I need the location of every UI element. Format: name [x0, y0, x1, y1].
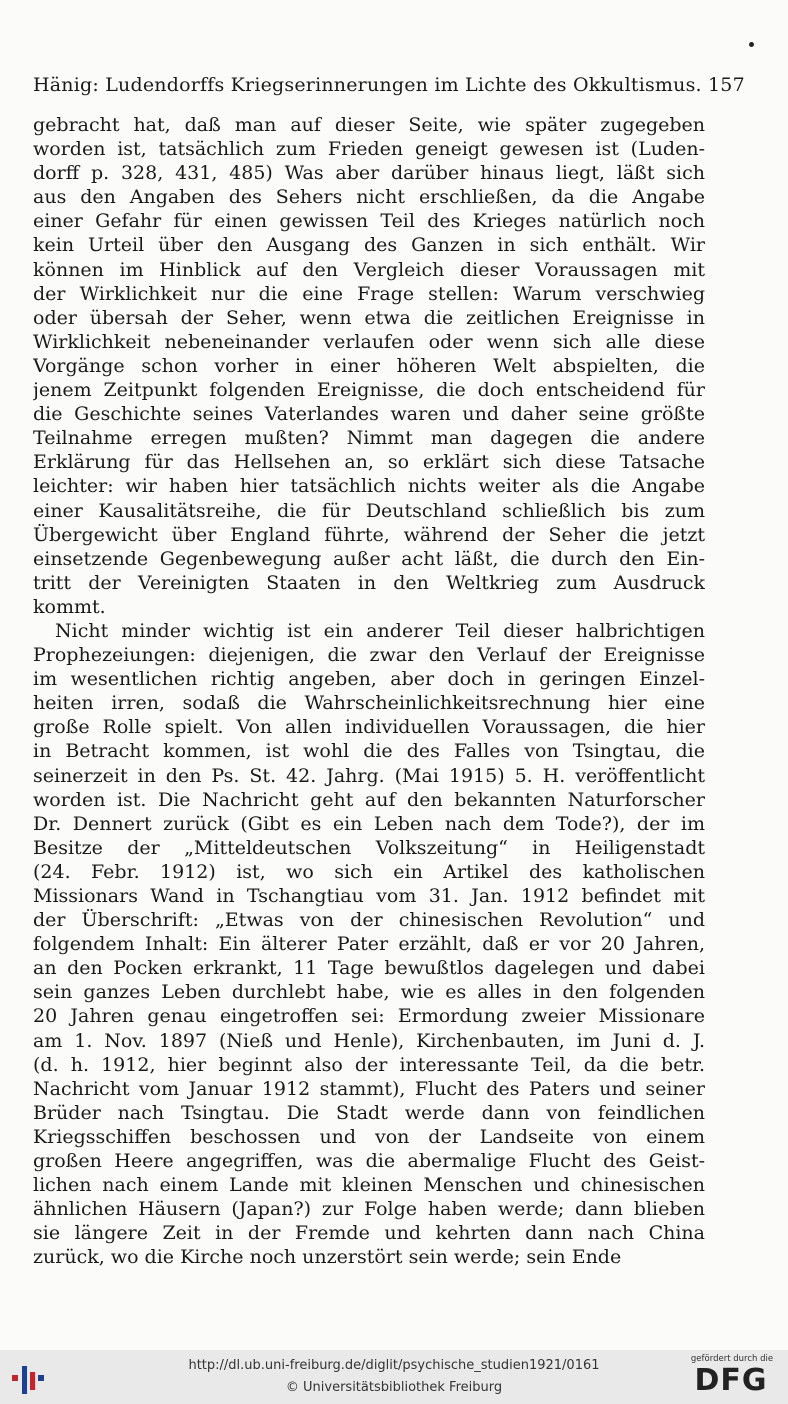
dfg-caption: gefördert durch die [690, 1354, 774, 1364]
dfg-logo [684, 1354, 780, 1400]
text-line: der Überschrift: „Etwas von der chinesischen Revolution“ und [33, 909, 705, 932]
text-line: einsetzende Gegenbewegung außer acht läßt, die durch den Ein- [33, 547, 705, 570]
text-line: ähnlichen Häusern (Japan?) zur Folge haben werde; dann blieben [33, 1198, 705, 1221]
text-line: zurück, wo die Kirche noch unzerstört sein werde; sein Ende [33, 1246, 622, 1269]
text-line: sie längere Zeit in der Fremde und kehrten dann nach China [33, 1222, 705, 1245]
text-line: Missionars Wand in Tschangtiau vom 31. Jan. 1912 befindet mit [33, 885, 705, 907]
text-line: großen Heere angegriffen, was die abermalige Flucht des Geist- [33, 1150, 705, 1173]
text-line: kein Urteil über den Ausgang des Ganzen in sich enthält. Wir [33, 234, 705, 257]
text-line: Besitze der „Mitteldeutschen Volkszeitung“ in Heiligenstadt [33, 836, 705, 859]
text-line: Kriegsschiffen beschossen und von der Landseite von einem [33, 1125, 705, 1148]
text-line: große Rolle spielt. Von allen individuellen Voraussagen, die hier [33, 716, 705, 739]
text-line: jenem Zeitpunkt folgenden Ereignisse, die doch entscheidend für [33, 379, 705, 402]
text-line: einer Kausalitätsreihe, die für Deutschland schließlich bis zum [33, 499, 705, 522]
source-url-link[interactable]: http://dl.ub.uni-freiburg.de/diglit/psychische_studien1921/0161 [188, 1358, 600, 1373]
page-body-text [33, 113, 705, 1270]
copyright-notice: © Universitätsbibliothek Freiburg [285, 1380, 503, 1395]
text-line: sein ganzes Leben durchlebt habe, wie es alles in den folgenden [33, 981, 705, 1004]
text-line: in Betracht kommen, ist wohl die des Falles von Tsingtau, die [33, 740, 705, 763]
text-line: aus den Angaben des Sehers nicht erschließen, da die Angabe [33, 186, 705, 209]
ink-speck [749, 42, 754, 47]
text-line: oder übersah der Seher, wenn etwa die zeitlichen Ereignisse in [33, 306, 705, 329]
viewer-footer [0, 1350, 788, 1404]
text-line: im wesentlichen richtig angeben, aber doch in geringen Einzel- [33, 668, 705, 691]
text-line: können im Hinblick auf den Vergleich dieser Voraussagen mit [33, 258, 705, 281]
text-line: folgendem Inhalt: Ein älterer Pater erzählt, daß er vor 20 Jahren, [33, 933, 705, 956]
text-line: Dr. Dennert zurück (Gibt es ein Leben nach dem Tode?), der im [33, 812, 705, 835]
text-line: Vorgänge schon vorher in einer höheren Welt abspielten, die [33, 354, 705, 377]
text-line: Prophezeiungen: diejenigen, die zwar den Verlauf der Ereignisse [33, 644, 705, 667]
text-line: die Geschichte seines Vaterlandes waren und daher seine größte [33, 403, 705, 426]
text-line: Teilnahme erregen mußten? Nimmt man dagegen die andere [33, 427, 705, 450]
text-line: kommt. [33, 595, 106, 618]
text-line: tritt der Vereinigten Staaten in den Weltkrieg zum Ausdruck [33, 571, 705, 594]
text-line: worden ist, tatsächlich zum Frieden geneigt gewesen ist (Luden- [33, 138, 705, 161]
text-line: 20 Jahren genau eingetroffen sei: Ermordung zweier Missionare [33, 1005, 705, 1028]
text-line: gebracht hat, daß man auf dieser Seite, wie später zugegeben [33, 114, 705, 136]
text-line: Nicht minder wichtig ist ein anderer Teil dieser halbrichtigen [55, 619, 705, 642]
text-line: (24. Febr. 1912) ist, wo sich ein Artikel des katholischen [33, 860, 705, 883]
text-line: seinerzeit in den Ps. St. 42. Jahrg. (Mai 1915) 5. H. veröffentlicht [33, 764, 705, 787]
dfg-wordmark: DFG [694, 1363, 768, 1398]
text-line: (d. h. 1912, hier beginnt also der interessante Teil, da die betr. [33, 1053, 705, 1076]
text-line: dorff p. 328, 431, 485) Was aber darüber hinaus liegt, läßt sich [33, 162, 705, 185]
text-line: Nachricht vom Januar 1912 stammt), Flucht des Paters und seiner [33, 1077, 705, 1100]
text-line: Übergewicht über England führte, während der Seher die jetzt [33, 523, 705, 546]
text-line: Erklärung für das Hellsehen an, so erklärt sich diese Tatsache [33, 451, 705, 474]
running-header: Hänig: Ludendorffs Kriegserinnerungen im Lichte des Okkultismus. 157 [33, 74, 745, 96]
text-line: am 1. Nov. 1897 (Nieß und Henle), Kirchenbauten, im Juni d. J. [33, 1029, 705, 1052]
text-line: der Wirklichkeit nur die eine Frage stellen: Warum verschwieg [33, 282, 705, 305]
text-line: heiten irren, sodaß die Wahrscheinlichkeitsrechnung hier eine [33, 692, 705, 715]
text-line: einer Gefahr für einen gewissen Teil des Krieges natürlich noch [33, 210, 705, 233]
text-line: worden ist. Die Nachricht geht auf den bekannten Naturforscher [33, 788, 705, 811]
text-line: lichen nach einem Lande mit kleinen Menschen und chinesischen [33, 1174, 705, 1197]
text-line: Wirklichkeit nebeneinander verlaufen oder wenn sich alle diese [33, 330, 705, 353]
text-line: Brüder nach Tsingtau. Die Stadt werde dann von feindlichen [33, 1101, 705, 1124]
text-line: an den Pocken erkrankt, 11 Tage bewußtlos dagelegen und dabei [33, 957, 705, 980]
text-line: leichter: wir haben hier tatsächlich nichts weiter als die Angabe [33, 475, 705, 498]
